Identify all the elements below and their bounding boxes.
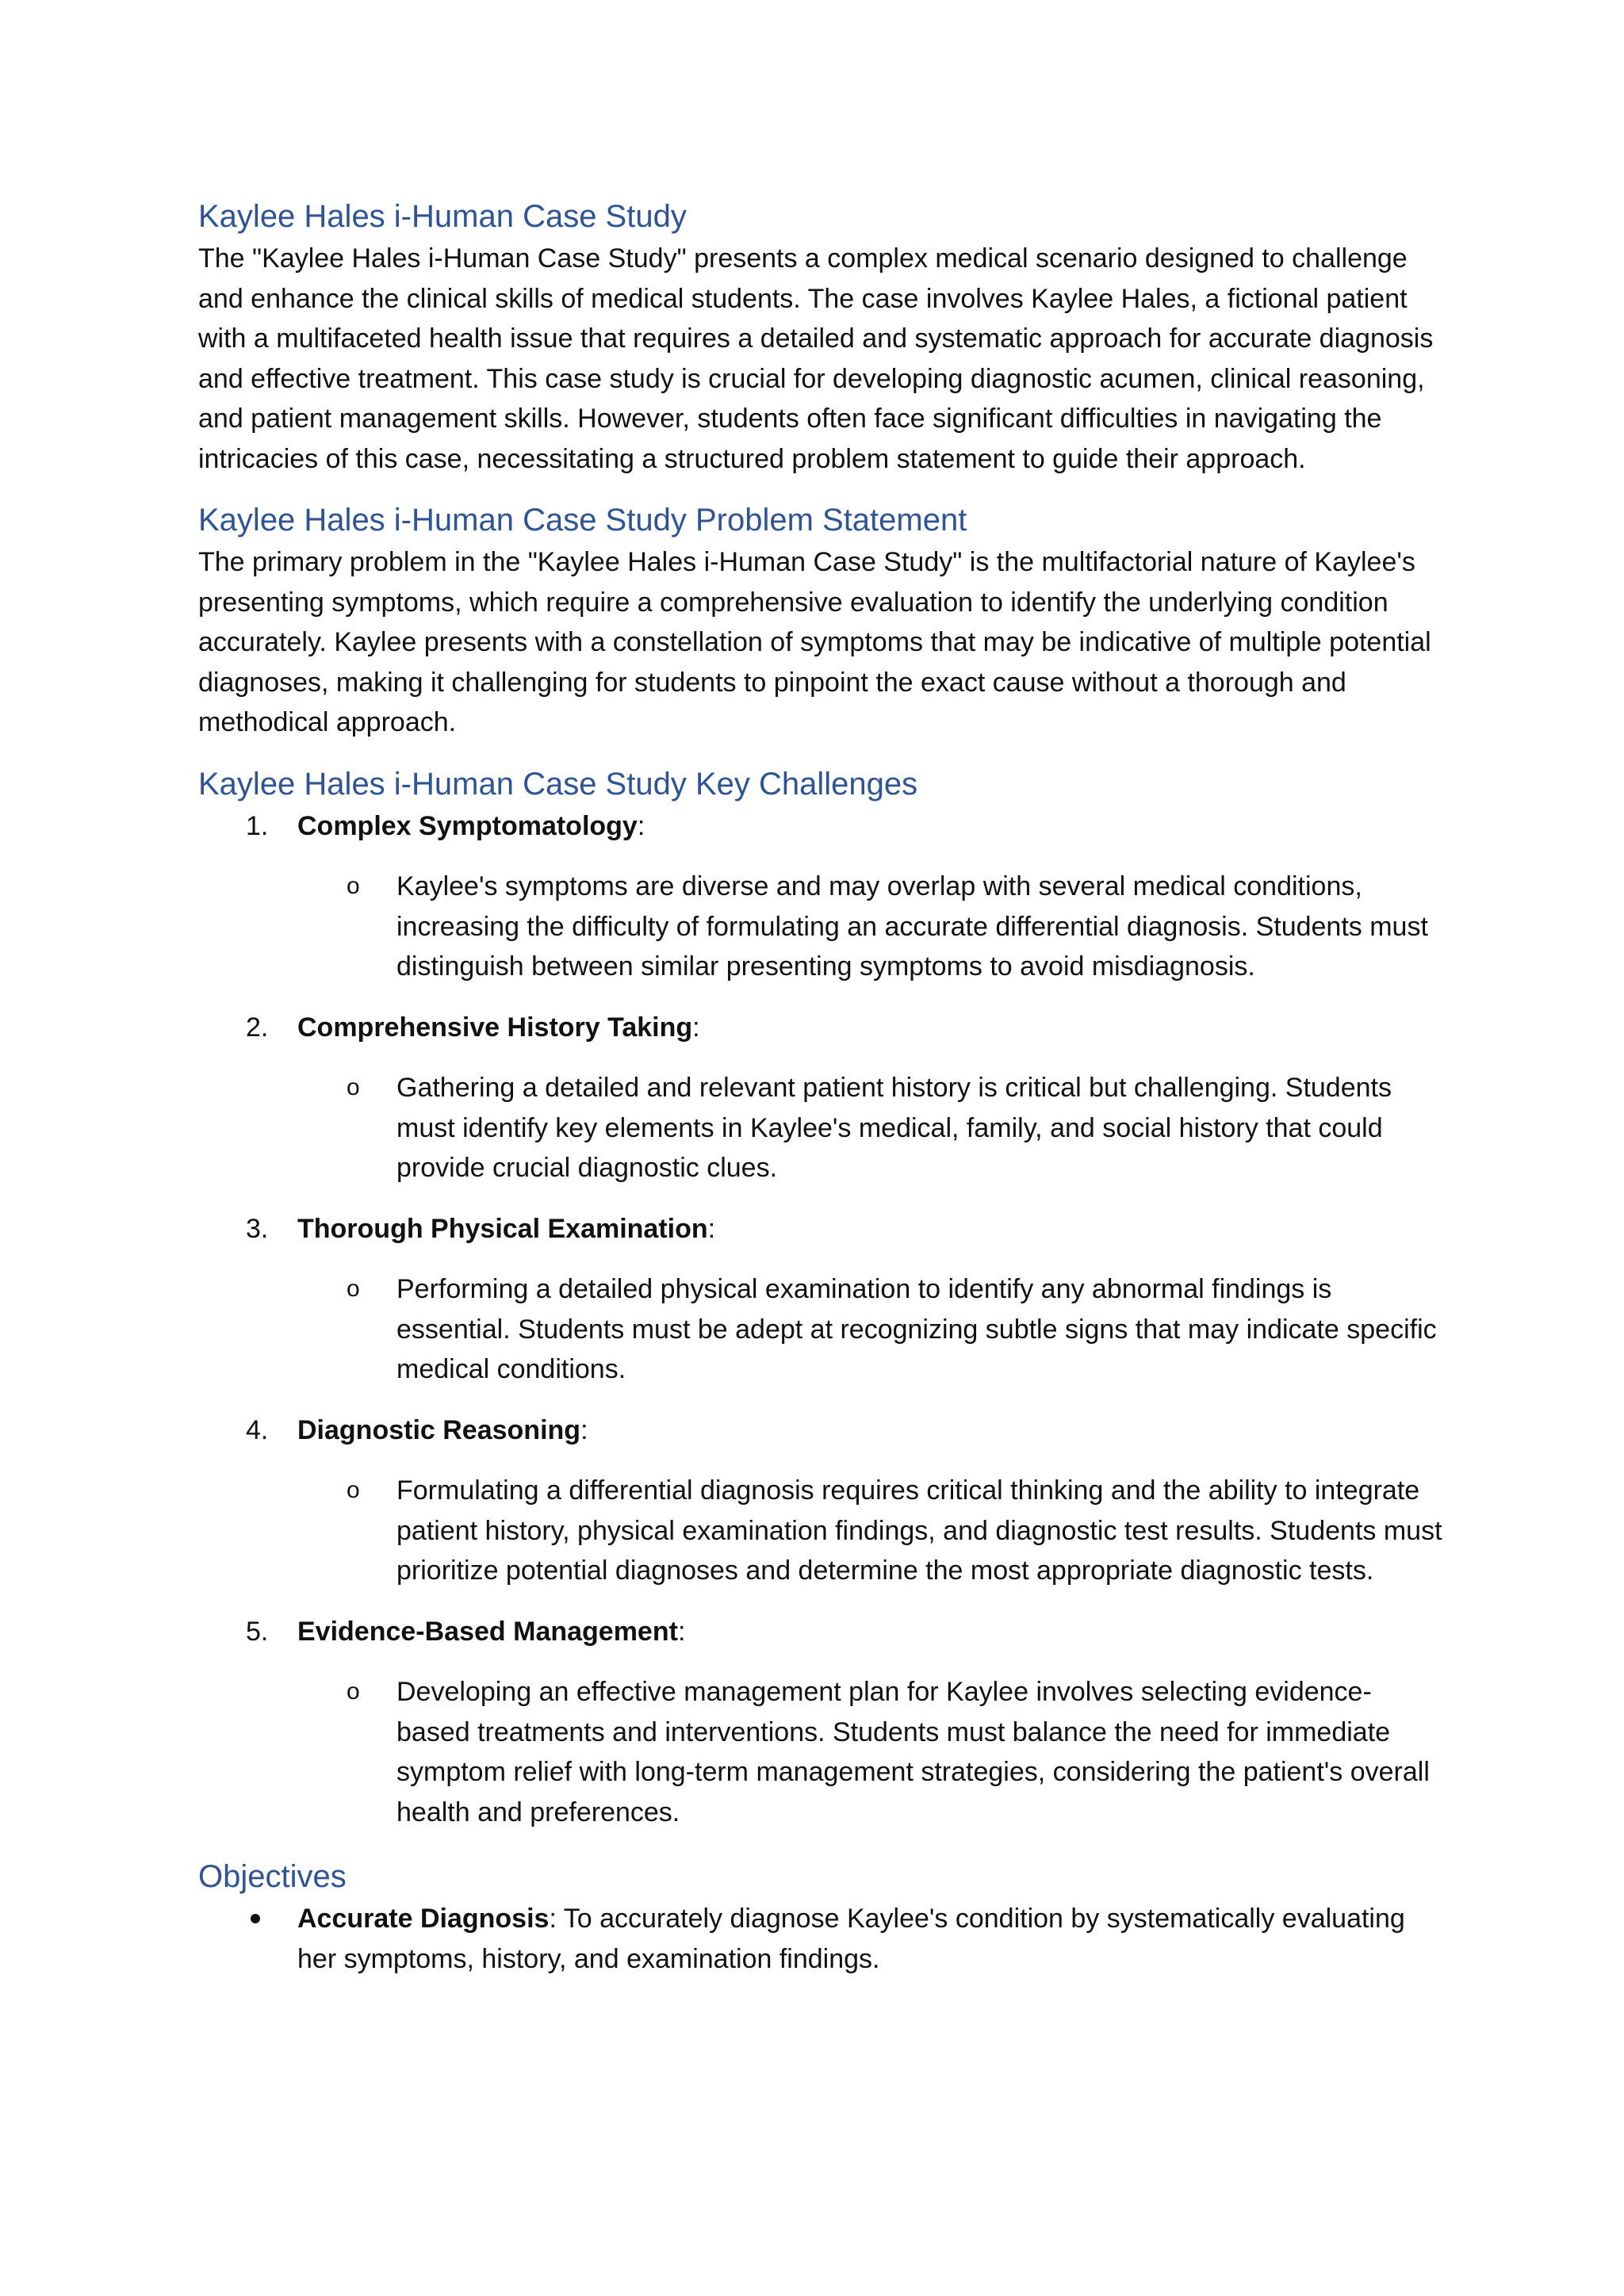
- label-colon: :: [637, 810, 645, 841]
- list-number: 2.: [246, 1012, 269, 1043]
- challenge-item: [198, 1410, 1443, 1591]
- hollow-bullet-icon: o: [347, 1276, 360, 1302]
- key-challenges-section: [198, 762, 1443, 1833]
- solid-bullet-icon: [251, 1914, 260, 1923]
- challenge-item: [198, 1209, 1443, 1390]
- challenge-detail: [198, 1672, 1443, 1832]
- challenge-title: [198, 1209, 1443, 1249]
- list-number: 5.: [246, 1616, 269, 1647]
- label-colon: :: [692, 1012, 700, 1043]
- label-colon: :: [580, 1414, 588, 1445]
- challenge-label: Complex Symptomatology: [297, 810, 638, 841]
- challenge-label: Diagnostic Reasoning: [297, 1414, 581, 1445]
- section-heading-key-challenges: Kaylee Hales i-Human Case Study Key Challenges: [198, 766, 918, 802]
- list-number: 3.: [246, 1213, 269, 1244]
- challenge-detail-text: Formulating a differential diagnosis requires critical thinking and the ability to integrate patient history, physical examination findings, and diagnostic test results. Students must prioritize potential diagnoses and determine the most appropriate diagnostic tests.: [396, 1475, 1442, 1586]
- objective-label: Accurate Diagnosis: [297, 1904, 550, 1934]
- hollow-bullet-icon: o: [347, 1678, 360, 1705]
- section-heading-problem-statement: Kaylee Hales i-Human Case Study Problem Statement: [198, 503, 967, 538]
- challenge-item: [198, 1612, 1443, 1833]
- challenge-detail-text: Kaylee's symptoms are diverse and may overlap with several medical conditions, increasing the difficulty of formulating an accurate differential diagnosis. Students must distinguish between similar presenting symptoms to avoid misdiagnosis.: [396, 871, 1428, 982]
- objectives-section: [198, 1854, 1443, 1979]
- list-number: 4.: [246, 1414, 269, 1445]
- challenge-title: [198, 1008, 1443, 1048]
- challenge-detail-text: Developing an effective management plan for Kaylee involves selecting evidence-based treatments and interventions. Students must balance the need for immediate symptom relief with long-term management strategies, considering the patient's overall health and preferences.: [396, 1677, 1430, 1827]
- hollow-bullet-icon: o: [347, 873, 360, 899]
- challenge-item: [198, 1008, 1443, 1188]
- section-heading-objectives: Objectives: [198, 1859, 347, 1894]
- label-colon: :: [707, 1213, 716, 1244]
- challenge-detail: [198, 867, 1443, 987]
- list-number: 1.: [246, 810, 269, 841]
- challenge-detail: [198, 1471, 1443, 1591]
- hollow-bullet-icon: o: [347, 1074, 360, 1100]
- label-colon: :: [677, 1616, 686, 1647]
- document-page: [198, 194, 1443, 1979]
- challenge-label: Thorough Physical Examination: [297, 1213, 708, 1244]
- intro-paragraph: The "Kaylee Hales i-Human Case Study" presents a complex medical scenario designed to challenge and enhance the clinical skills of medical students. The case involves Kaylee Hales, a fictional patient with a multifaceted health issue that requires a detailed and systematic approach for accurate diagnosis and effective treatment. This case study is crucial for developing diagnostic acumen, clinical reasoning, and patient management skills. However, students often face significant difficulties in navigating the intricacies of this case, necessitating a structured problem statement to guide their approach.: [198, 243, 1434, 474]
- challenge-detail: [198, 1269, 1443, 1390]
- hollow-bullet-icon: o: [347, 1477, 360, 1503]
- challenge-detail-text: Gathering a detailed and relevant patient history is critical but challenging. Students must identify key elements in Kaylee's medical, family, and social history that could provide crucial diagnostic clues.: [396, 1073, 1392, 1183]
- challenge-label: Comprehensive History Taking: [297, 1012, 693, 1043]
- problem-statement-paragraph: The primary problem in the "Kaylee Hales i-Human Case Study" is the multifactorial nature of Kaylee's presenting symptoms, which require a comprehensive evaluation to identify the underlying condition accurately. Kaylee presents with a constellation of symptoms that may be indicative of multiple potential diagnoses, making it challenging for students to pinpoint the exact cause without a thorough and methodical approach.: [198, 547, 1431, 737]
- challenge-detail-text: Performing a detailed physical examination to identify any abnormal findings is essential. Students must be adept at recognizing subtle signs that may indicate specific medical conditions.: [396, 1274, 1437, 1384]
- intro-section: [198, 194, 1443, 479]
- objective-item: [198, 1899, 1443, 1979]
- challenge-detail: [198, 1068, 1443, 1188]
- challenge-label: Evidence-Based Management: [297, 1616, 678, 1647]
- challenge-item: [198, 806, 1443, 987]
- challenge-title: [198, 1612, 1443, 1652]
- challenge-title: [198, 1410, 1443, 1451]
- problem-statement-section: [198, 498, 1443, 743]
- objective-text: : To accurately diagnose Kaylee's condition by systematically evaluating her symptoms, history, and examination findings.: [297, 1904, 1405, 1974]
- challenge-title: [198, 806, 1443, 847]
- section-heading-intro: Kaylee Hales i-Human Case Study: [198, 199, 687, 234]
